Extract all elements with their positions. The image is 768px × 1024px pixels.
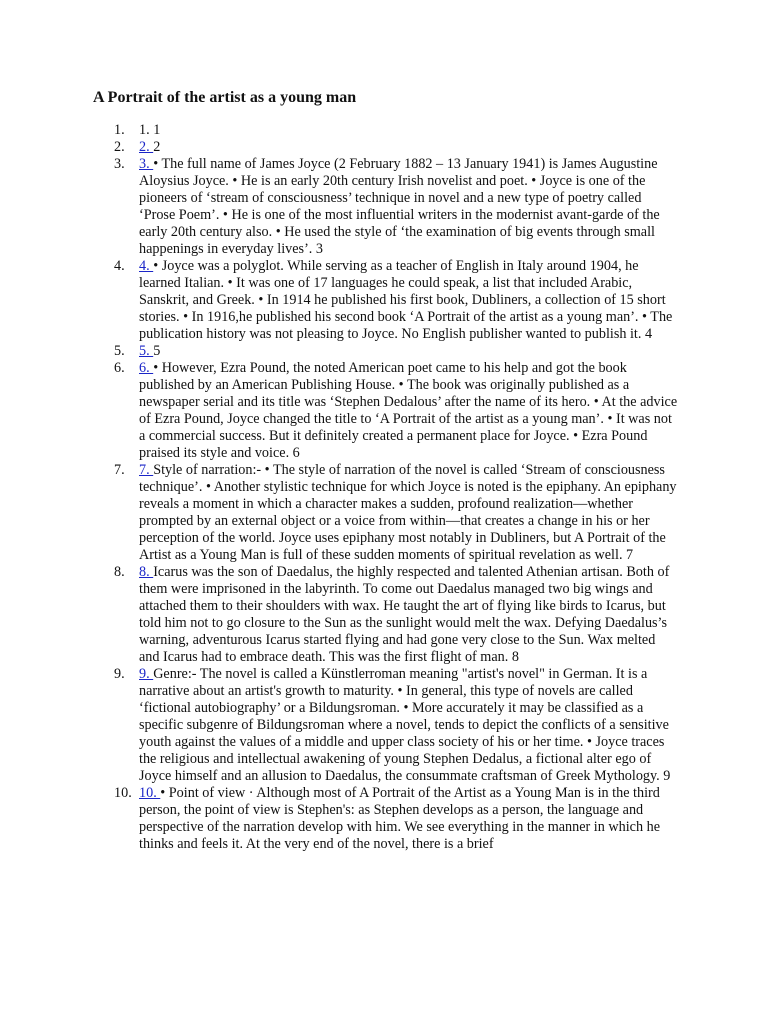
- list-item: [0, 258, 679, 343]
- list-item: [0, 156, 679, 258]
- list-item-text: • Point of view · Although most of A Portrait of the Artist as a Young Man is in the third person, the point of view is Stephen's: as Stephen develops as a person, the language and perspective of the narration develop with him. We see everything in the manner in which he thinks and feels it. At the very end of the novel, there is a brief: [139, 785, 661, 852]
- list-number: 5.: [114, 343, 125, 359]
- item-link[interactable]: 8.: [139, 564, 154, 580]
- item-link[interactable]: 10.: [139, 785, 161, 801]
- list-item-text: Icarus was the son of Daedalus, the highly respected and talented Athenian artisan. Both of them were imprisoned in the labyrinth. To come out Daedalus managed two big wings and attached them to their shoulders with wax. He taught the art of flying like birds to Icarus, but told him not to go closure to the Sun as the sunlight would melt the wax. Defying Daedalus’s warning, adventurous Icarus started flying and had gone very close to the Sun. Wax melted and Icarus had to embrace death. This was the first flight of man. 8: [139, 564, 670, 665]
- list-item-text: Style of narration:- • The style of narration of the novel is called ‘Stream of consciousness technique’. • Another stylistic technique for which Joyce is noted is the epiphany. An epiphany reveals a moment in which a character makes a sudden, profound realization—whether prompted by an external object or a voice from within—that creates a change in his or her perception of the world. Joyce uses epiphany most notably in Dubliners, but A Portrait of the Artist as a Young Man is full of these sudden moments of spiritual revelation as well. 7: [139, 462, 677, 563]
- list-item: [0, 564, 679, 666]
- list-item-text: 5: [153, 343, 161, 359]
- list-number: 9.: [114, 666, 125, 682]
- list-item: [0, 666, 679, 785]
- list-item-text: • The full name of James Joyce (2 February 1882 – 13 January 1941) is James Augustine Aloysius Joyce. • He is an early 20th century Irish novelist and poet. • Joyce is one of the pioneers of ‘stream of consciousness’ technique in novel and a new type of poetry called ‘Prose Poem’. • He is one of the most influential writers in the modernist avant-garde of the early 20th century also. • He used the style of ‘the examination of big events through small happenings in everyday lives’. 3: [139, 156, 660, 257]
- list-item-text: 1. 1: [139, 122, 161, 138]
- list-number: 1.: [114, 122, 125, 138]
- item-link[interactable]: 5.: [139, 343, 154, 359]
- document-title: A Portrait of the artist as a young man: [93, 89, 357, 106]
- list-item-text: • However, Ezra Pound, the noted American poet came to his help and got the book published by an American Publishing House. • The book was originally published as a newspaper serial and its title was ‘Stephen Dedalous’ after the name of its hero. • At the advice of Ezra Pound, Joyce changed the title to ‘A Portrait of the artist as a young man’. • It was not a commercial success. But it definitely created a permanent place for Joyce. • Ezra Pound praised its style and voice. 6: [139, 360, 678, 461]
- item-link[interactable]: 3.: [139, 156, 154, 172]
- list-item-text: Genre:- The novel is called a Künstlerroman meaning "artist's novel" in German. It is a narrative about an artist's growth to maturity. • In general, this type of novels are called ‘fictional autobiography’ or a Bildungsroman. • More accurately it may be classified as a specific subgenre of Bildungsroman where a novel, tends to depict the conflicts of a sensitive youth against the values of a middle and upper class society of his or her time. • Joyce traces the religious and intellectual awakening of young Stephen Dedalus, a fictional alter ego of Joyce himself and an allusion to Daedalus, the consummate craftsman of Greek Mythology. 9: [139, 666, 671, 784]
- item-link[interactable]: 2.: [139, 139, 154, 155]
- list-item: [0, 122, 679, 139]
- list-number: 8.: [114, 564, 125, 580]
- numbered-list: [0, 122, 768, 853]
- list-item-text: 2: [153, 139, 161, 155]
- list-number: 2.: [114, 139, 125, 155]
- item-link[interactable]: 4.: [139, 258, 154, 274]
- list-item: [0, 360, 679, 462]
- list-item: [0, 462, 679, 564]
- list-number: 3.: [114, 156, 125, 172]
- list-item: [0, 785, 679, 853]
- list-number: 7.: [114, 462, 125, 478]
- item-link[interactable]: 6.: [139, 360, 154, 376]
- list-number: 4.: [114, 258, 125, 274]
- item-link[interactable]: 7.: [139, 462, 154, 478]
- list-number: 10.: [114, 785, 132, 801]
- list-item: [0, 139, 679, 156]
- list-item-text: • Joyce was a polyglot. While serving as a teacher of English in Italy around 1904, he learned Italian. • It was one of 17 languages he could speak, a list that included Arabic, Sanskrit, and Greek. • In 1914 he published his first book, Dubliners, a collection of 15 short stories. • In 1916,he published his second book ‘A Portrait of the artist as a young man’. • The publication history was not pleasing to Joyce. No English publisher wanted to publish it. 4: [139, 258, 673, 342]
- list-number: 6.: [114, 360, 125, 376]
- item-link[interactable]: 9.: [139, 666, 154, 682]
- list-item: [0, 343, 679, 360]
